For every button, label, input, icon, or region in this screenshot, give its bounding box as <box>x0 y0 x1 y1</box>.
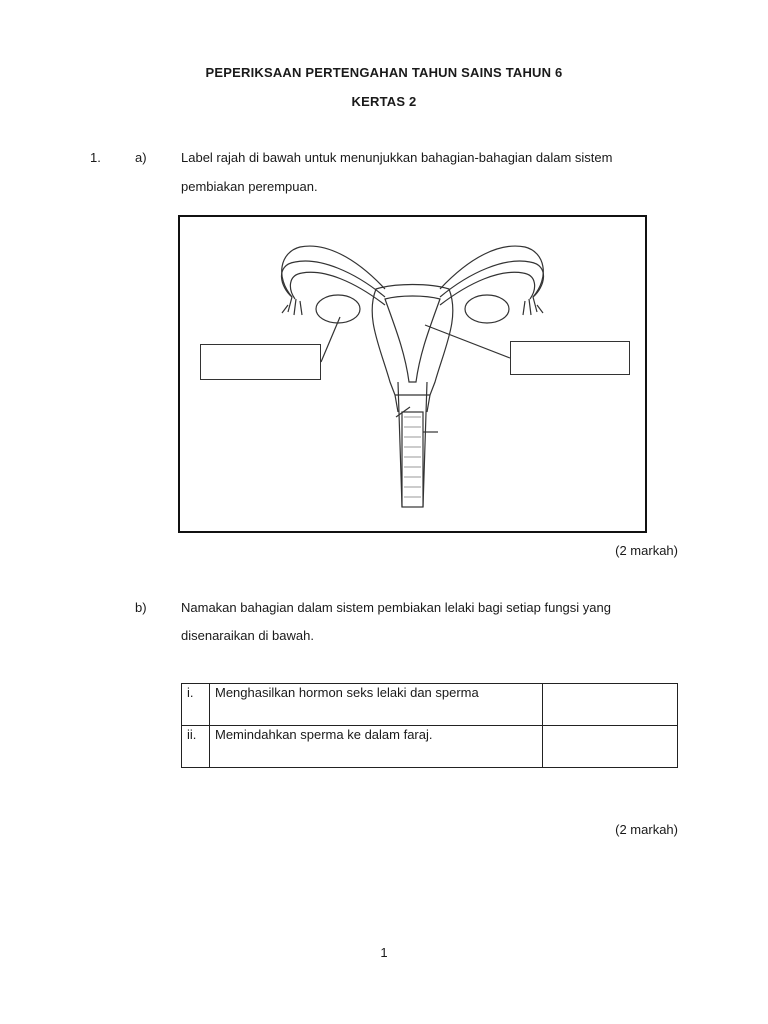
label-answer-box-left[interactable] <box>200 344 321 380</box>
female-reproductive-diagram <box>178 215 647 533</box>
row-number: ii. <box>182 726 210 768</box>
page-number: 1 <box>380 945 388 960</box>
paper-label: KERTAS 2 <box>351 94 417 109</box>
part-a-instruction-line2: pembiakan perempuan. <box>181 179 318 194</box>
answer-cell[interactable] <box>543 684 678 726</box>
exam-title: PEPERIKSAAN PERTENGAHAN TAHUN SAINS TAHUN 6 <box>205 65 563 80</box>
part-a-label: a) <box>135 150 147 165</box>
function-description: Menghasilkan hormon seks lelaki dan sperma <box>210 684 543 726</box>
label-answer-box-right[interactable] <box>510 341 630 375</box>
function-description: Memindahkan sperma ke dalam faraj. <box>210 726 543 768</box>
question-number: 1. <box>90 150 101 165</box>
row-number: i. <box>182 684 210 726</box>
part-b-instruction-line2: disenaraikan di bawah. <box>181 628 314 643</box>
part-a-marks: (2 markah) <box>615 543 678 558</box>
part-b-label: b) <box>135 600 147 615</box>
table-row <box>182 684 678 726</box>
function-table <box>181 683 678 768</box>
part-a-instruction-line1: Label rajah di bawah untuk menunjukkan bahagian-bahagian dalam sistem <box>181 150 613 165</box>
answer-cell[interactable] <box>543 726 678 768</box>
table-row <box>182 726 678 768</box>
part-b-instruction-line1: Namakan bahagian dalam sistem pembiakan lelaki bagi setiap fungsi yang <box>181 600 611 615</box>
part-b-marks: (2 markah) <box>615 822 678 837</box>
